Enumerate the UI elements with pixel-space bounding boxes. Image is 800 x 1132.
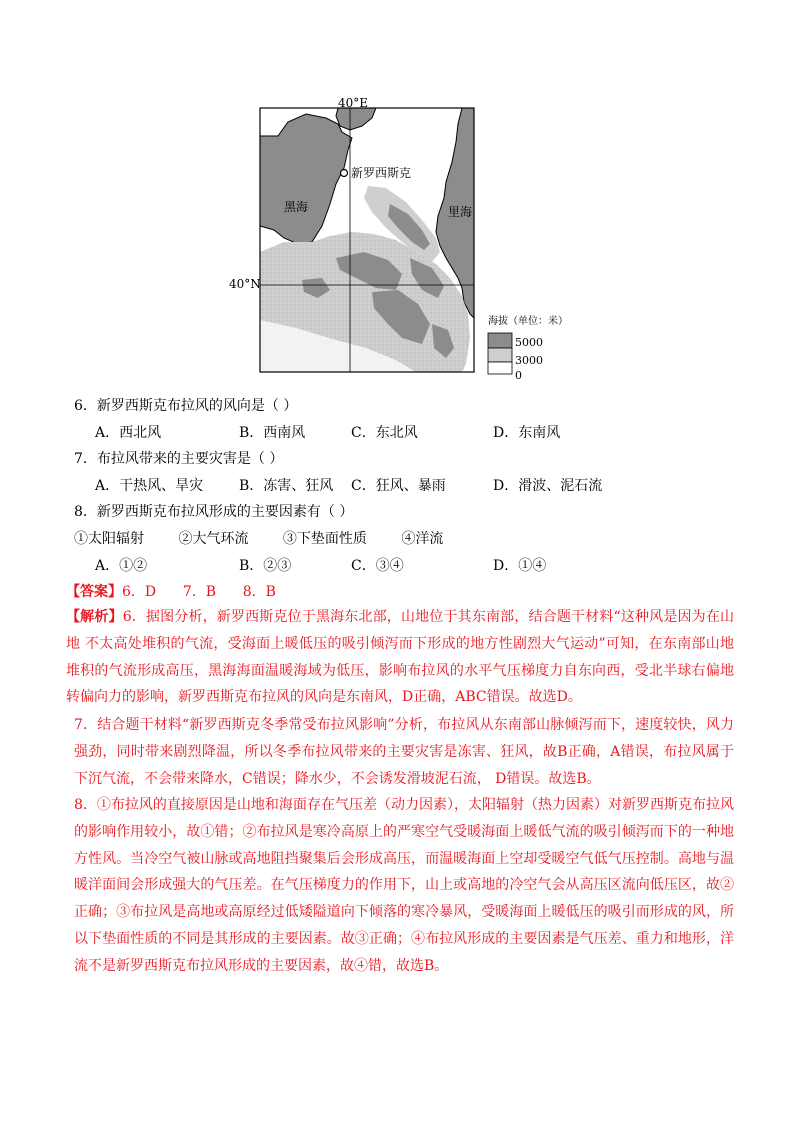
latitude-label: 40°N (229, 277, 261, 291)
analysis-text-6: 6．据图分析，新罗西斯克位于黑海东北部，山地位于其东南部，结合题干材料“这种风是因为在山地 不太高处堆积的气流，受海面上暖低压的吸引倾泻而下形成的地方性剧烈大气运动”可知，在东南部山地堆积的气流形成高压，黑海海面温暖海域为低压，影响布拉风的水平气压梯度力自东向西，受北半球右偏地转偏向力的影响，新罗西斯克布拉风的风向是东南风，D正确，ABC错误。故选D。 (66, 609, 735, 706)
legend-swatch-5000 (488, 333, 512, 348)
analysis-paragraph-6 (66, 604, 734, 711)
question-8-stem: 8．新罗西斯克布拉风形成的主要因素有（ ） (74, 504, 354, 520)
legend-swatch-0 (488, 362, 512, 374)
answer-label: 【答案】 (66, 584, 122, 600)
answer-text: 6．D 7．B 8．B (122, 584, 276, 600)
legend-swatch-3000 (488, 348, 512, 362)
option-a: A．①② (95, 558, 148, 574)
question-7-stem: 7．布拉风带来的主要灾害是（ ） (74, 451, 284, 467)
analysis-text-7: 7．结合题干材料“新罗西斯克冬季常受布拉风影响”分析，布拉风从东南部山脉倾泻而下，速度较快，风力强劲，同时带来剧烈降温，所以冬季布拉风带来的主要灾害是冻害、狂风，故B正确，A错误，布拉风属于下沉气流，不会带来降水，C错误；降水少，不会诱发滑坡泥石流， D错误。故选B。 (74, 717, 734, 787)
city-label: 新罗西斯克 (351, 166, 412, 180)
option-c: C．狂风、暴雨 (351, 478, 446, 494)
option-b: B．西南风 (239, 425, 306, 441)
factor-item: ③下垫面性质 (282, 531, 367, 547)
legend-title: 海拔（单位：米） (488, 316, 568, 327)
factor-item: ④洋流 (401, 531, 444, 547)
caspian-sea-label: 里海 (448, 205, 473, 219)
analysis-paragraph-8 (74, 792, 734, 980)
city-marker (341, 170, 348, 177)
option-d: D．①④ (493, 558, 547, 574)
longitude-label: 40°E (338, 96, 369, 110)
legend-value: 5000 (515, 336, 543, 349)
analysis-text-8: 8．①布拉风的直接原因是山地和海面存在气压差（动力因素），太阳辐射（热力因素）对新罗西斯克布拉风的影响作用较小，故①错；②布拉风是寒冷高原上的严寒空气受暖海面上暖低气流的吸引倾泻而下的一种地方性风。当冷空气被山脉或高地阻挡聚集后会形成高压，而温暖海面上空却受暖空气低气压控制。高地与温暖洋面间会形成强大的气压差。在气压梯度力的作用下，山上或高地的冷空气会从高压区流向低压区，故②正确；③布拉风是高地或高原经过低矮隘道向下倾落的寒冷暴风，受暖海面上暖低压的吸引而形成的风，所以下垫面性质的不同是其形成的主要因素。故③正确；④布拉风形成的主要因素是气压差、重力和地形，洋流不是新罗西斯克布拉风形成的主要因素，故④错，故选B。 (74, 797, 734, 974)
option-b: B．冻害、狂风 (239, 478, 334, 494)
region-map (226, 92, 586, 382)
answer-line (66, 583, 276, 601)
factor-item: ②大气环流 (178, 531, 249, 547)
analysis-paragraph-7 (74, 712, 734, 792)
option-c: C．③④ (351, 558, 404, 574)
question-6-stem: 6．新罗西斯克布拉风的风向是（ ） (74, 398, 298, 414)
legend-value: 0 (515, 369, 522, 382)
option-a: A．干热风、旱灾 (95, 478, 204, 494)
option-d: D．东南风 (493, 425, 561, 441)
question-8-factors (74, 530, 473, 548)
black-sea-label: 黑海 (284, 200, 309, 214)
option-b: B．②③ (239, 558, 292, 574)
factor-item: ①太阳辐射 (74, 531, 144, 547)
option-c: C．东北风 (351, 425, 418, 441)
analysis-label: 【解析】 (66, 609, 123, 625)
option-d: D．滑波、泥石流 (493, 478, 603, 494)
option-a: A．西北风 (95, 425, 162, 441)
legend-value: 3000 (515, 354, 543, 367)
